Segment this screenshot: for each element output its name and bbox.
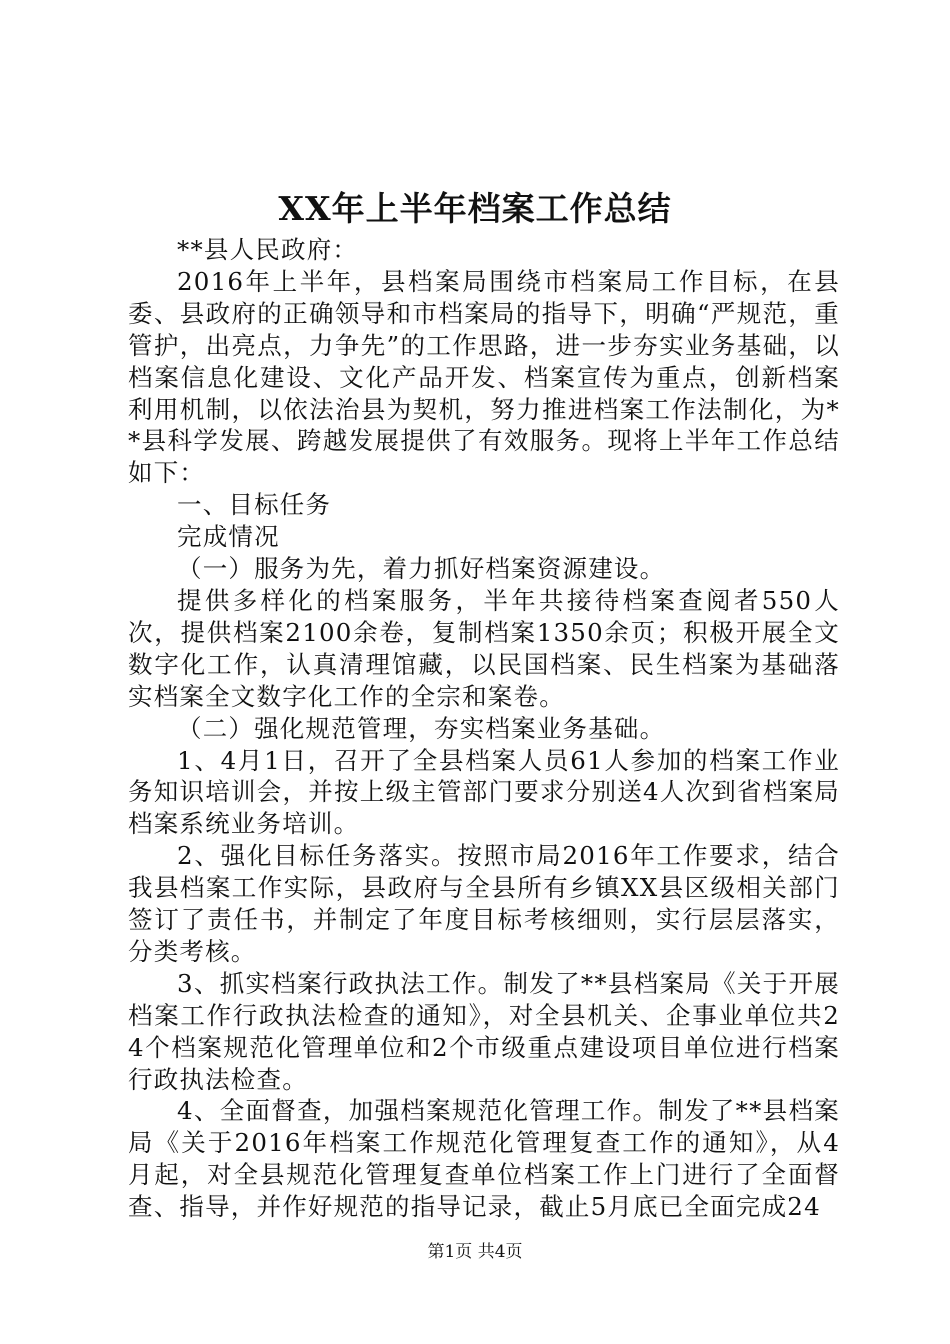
subsection-heading-1: （一）服务为先，着力抓好档案资源建设。 (177, 554, 666, 584)
salutation: **县人民政府： (177, 235, 359, 264)
section-heading: 一、目标任务 (177, 490, 332, 520)
paragraph: 2、强化目标任务落实。按照市局2016年工作要求，结合我县档案工作实际，县政府与全县所有乡镇XX县区级相关部门签订了责任书，并制定了年度目标考核细则，实行层层落实，分类考核。 (128, 841, 840, 966)
subsection-heading-2: （二）强化规范管理，夯实档案业务基础。 (177, 713, 666, 743)
paragraph: 1、4月1日，召开了全县档案人员61人参加的档案工作业务知识培训会，并按上级主管部门要求分别送4人次到省档案局档案系统业务培训。 (128, 745, 840, 839)
page-number-footer: 第1页 共4页 (427, 1242, 523, 1262)
document-body (128, 234, 840, 1223)
intro-paragraph: 2016年上半年，县档案局围绕市档案局工作目标，在县委、县政府的正确领导和市档案局的指导下，明确“严规范，重管护，出亮点，力争先”的工作思路，进一步夯实业务基础，以档案信息化建设、文化产品开发、档案宣传为重点，创新档案利用机制，以依法治县为契机，努力推进档案工作法制化，为**县科学发展、跨越发展提供了有效服务。现将上半年工作总结如下： (128, 266, 840, 488)
paragraph: 4、全面督查，加强档案规范化管理工作。制发了**县档案局《关于2016年档案工作规范化管理复查工作的通知》，从4月起，对全县规范化管理复查单位档案工作上门进行了全面督查、指导，并作好规范的指导记录，截止5月底已全面完成24 (128, 1096, 840, 1222)
section-subheading: 完成情况 (177, 522, 280, 552)
document-title: XX年上半年档案工作总结 (278, 189, 672, 228)
paragraph: 提供多样化的档案服务，半年共接待档案查阅者550人次，提供档案2100余卷，复制档案1350余页；积极开展全文数字化工作，认真清理馆藏，以民国档案、民生档案为基础落实档案全文数字化工作的全宗和案卷。 (128, 585, 840, 711)
paragraph: 3、抓实档案行政执法工作。制发了**县档案局《关于开展档案工作行政执法检查的通知》，对全县机关、企事业单位共24个档案规范化管理单位和2个市级重点建设项目单位进行档案行政执法检查。 (128, 968, 840, 1094)
